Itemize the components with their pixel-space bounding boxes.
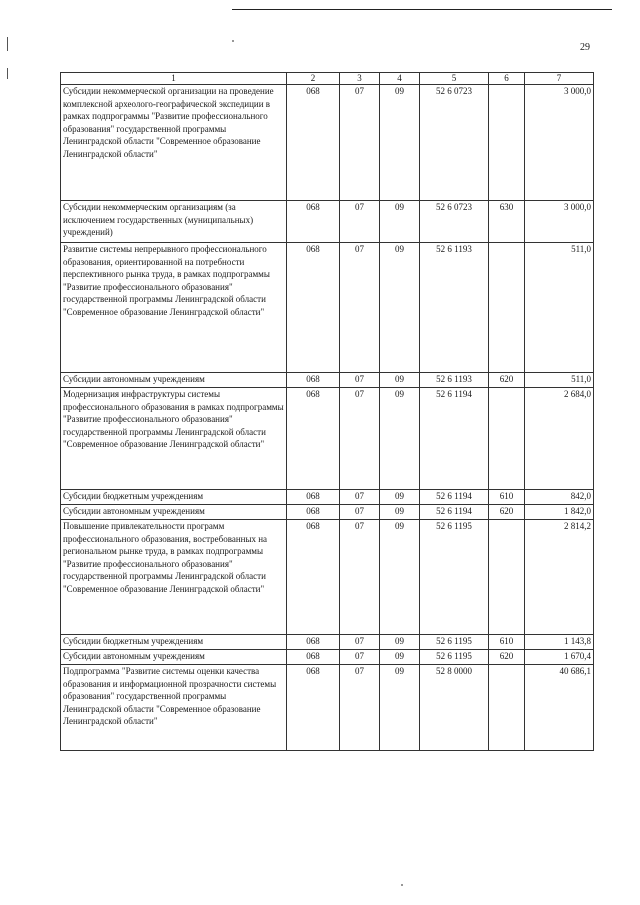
cell-subsection: 09 [380,490,420,505]
cell-target-article: 52 6 1195 [420,635,489,650]
cell-expense-type [489,520,525,635]
cell-name: Развитие системы непрерывного профессионального образования, ориентированной на потребности перспективного рынка труда, в рамках подпрограммы "Развитие профессионального образования" государственной программы Ленинградской области "Современное образование Ленинградской области" [61,243,287,373]
cell-expense-type: 620 [489,505,525,520]
cell-section: 07 [340,650,380,665]
cell-subsection: 09 [380,388,420,490]
cell-amount: 2 684,0 [525,388,594,490]
cell-subsection: 09 [380,373,420,388]
column-header: 6 [489,73,525,85]
cell-amount: 842,0 [525,490,594,505]
cell-admin-code: 068 [287,635,340,650]
column-header: 1 [61,73,287,85]
cell-name: Подпрограмма "Развитие системы оценки качества образования и информационной прозрачности системы образования" государственной программы Ленинградской области "Современное образование Ленинградской области" [61,665,287,751]
scan-speck [401,884,403,886]
cell-admin-code: 068 [287,520,340,635]
cell-admin-code: 068 [287,665,340,751]
cell-amount: 3 000,0 [525,85,594,201]
cell-name: Модернизация инфраструктуры системы профессионального образования в рамках подпрограммы "Развитие профессионального образования" государственной программы Ленинградской области "Современное образование Ленинградской области" [61,388,287,490]
cell-name: Субсидии автономным учреждениям [61,373,287,388]
cell-amount: 3 000,0 [525,201,594,243]
cell-subsection: 09 [380,650,420,665]
cell-expense-type [489,665,525,751]
cell-target-article: 52 6 1194 [420,490,489,505]
cell-admin-code: 068 [287,388,340,490]
cell-target-article: 52 6 1195 [420,650,489,665]
cell-target-article: 52 6 1193 [420,373,489,388]
cell-subsection: 09 [380,635,420,650]
cell-target-article: 52 6 1193 [420,243,489,373]
budget-table [60,72,594,751]
cell-name: Субсидии бюджетным учреждениям [61,490,287,505]
cell-section: 07 [340,490,380,505]
cell-target-article: 52 6 0723 [420,85,489,201]
cell-name: Повышение привлекательности программ профессионального образования, востребованных на региональном рынке труда, в рамках подпрограммы "Развитие профессионального образования" государственной программы Ленинградской области "Современное образование Ленинградской области" [61,520,287,635]
cell-admin-code: 068 [287,505,340,520]
cell-section: 07 [340,373,380,388]
cell-subsection: 09 [380,505,420,520]
cell-expense-type: 620 [489,650,525,665]
cell-amount: 40 686,1 [525,665,594,751]
cell-name: Субсидии некоммерческой организации на проведение комплексной археолого-географической экспедиции в рамках подпрограммы "Развитие профессионального образования" государственной программы Ленинградской области "Современное образование Ленинградской области" [61,85,287,201]
cell-expense-type: 610 [489,635,525,650]
table-row [61,201,594,243]
cell-admin-code: 068 [287,373,340,388]
cell-admin-code: 068 [287,650,340,665]
cell-target-article: 52 6 0723 [420,201,489,243]
cell-admin-code: 068 [287,490,340,505]
cell-amount: 511,0 [525,243,594,373]
column-header: 5 [420,73,489,85]
cell-target-article: 52 6 1195 [420,520,489,635]
page-number: 29 [580,42,590,53]
cell-section: 07 [340,85,380,201]
cell-amount: 1 670,4 [525,650,594,665]
scan-speck [232,40,234,42]
table-row [61,490,594,505]
column-header: 4 [380,73,420,85]
column-header: 3 [340,73,380,85]
cell-amount: 2 814,2 [525,520,594,635]
margin-mark [7,37,8,51]
table-header-row [61,73,594,85]
table-row [61,373,594,388]
table-row [61,388,594,490]
cell-section: 07 [340,505,380,520]
cell-expense-type: 610 [489,490,525,505]
cell-section: 07 [340,665,380,751]
table-row [61,243,594,373]
cell-section: 07 [340,388,380,490]
column-header: 7 [525,73,594,85]
table-row [61,665,594,751]
cell-subsection: 09 [380,520,420,635]
cell-subsection: 09 [380,85,420,201]
cell-section: 07 [340,201,380,243]
table-row [61,505,594,520]
cell-section: 07 [340,243,380,373]
cell-section: 07 [340,520,380,635]
column-header: 2 [287,73,340,85]
top-rule [232,9,612,10]
cell-expense-type [489,388,525,490]
cell-target-article: 52 6 1194 [420,505,489,520]
cell-subsection: 09 [380,201,420,243]
cell-name: Субсидии некоммерческим организациям (за исключением государственных (муниципальных) учреждений) [61,201,287,243]
table-row [61,520,594,635]
cell-amount: 1 143,8 [525,635,594,650]
cell-target-article: 52 8 0000 [420,665,489,751]
cell-admin-code: 068 [287,201,340,243]
cell-name: Субсидии автономным учреждениям [61,505,287,520]
cell-amount: 1 842,0 [525,505,594,520]
cell-admin-code: 068 [287,243,340,373]
cell-admin-code: 068 [287,85,340,201]
table-row [61,650,594,665]
cell-expense-type [489,85,525,201]
table-row [61,85,594,201]
cell-name: Субсидии автономным учреждениям [61,650,287,665]
cell-expense-type: 620 [489,373,525,388]
table-row [61,635,594,650]
cell-name: Субсидии бюджетным учреждениям [61,635,287,650]
margin-mark [7,68,8,79]
cell-target-article: 52 6 1194 [420,388,489,490]
cell-expense-type [489,243,525,373]
cell-subsection: 09 [380,243,420,373]
cell-amount: 511,0 [525,373,594,388]
cell-subsection: 09 [380,665,420,751]
cell-expense-type: 630 [489,201,525,243]
cell-section: 07 [340,635,380,650]
